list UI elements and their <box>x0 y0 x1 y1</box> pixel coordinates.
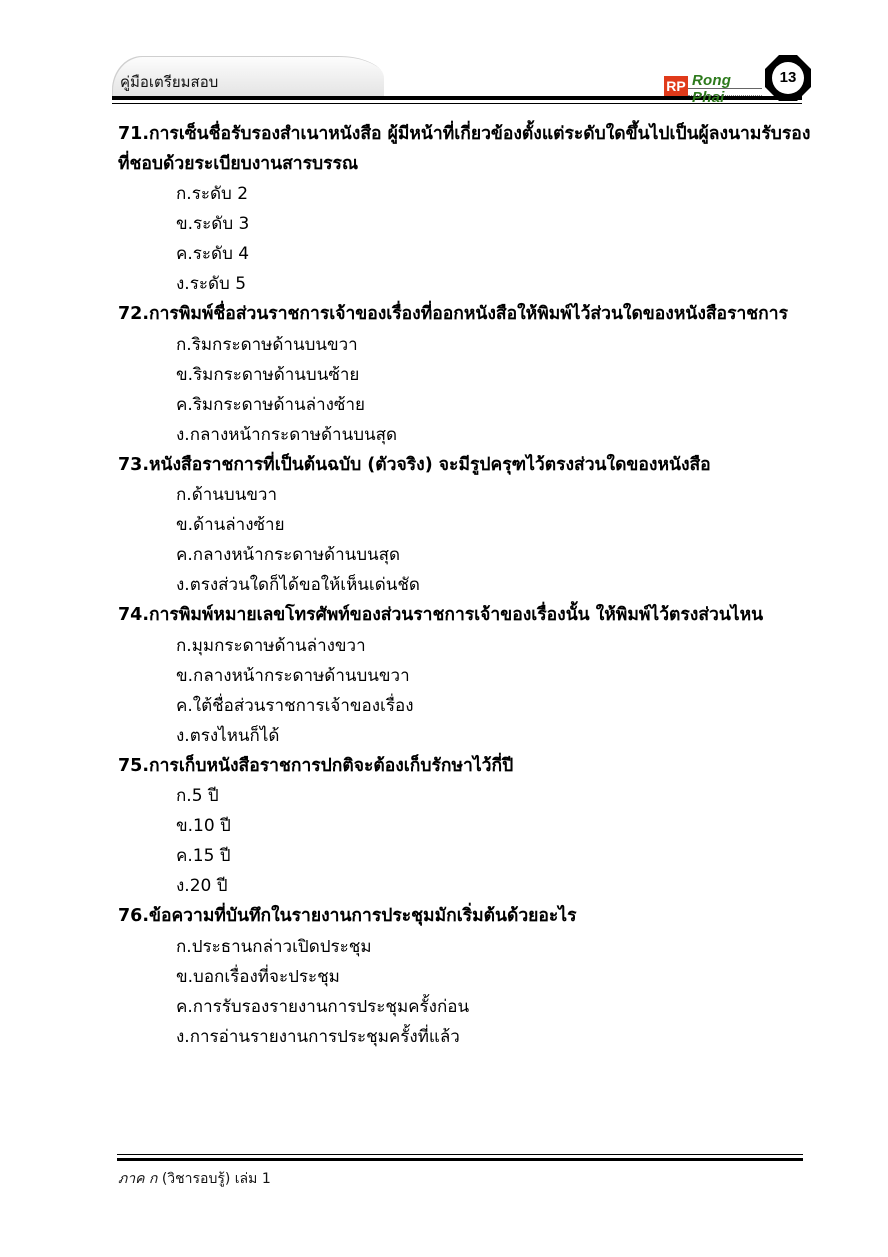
logo-mark: RP <box>664 76 688 96</box>
page-header <box>0 0 888 110</box>
option-75-c: ค.15 ปี <box>176 846 231 866</box>
question-72: 72.การพิมพ์ชื่อส่วนราชการเจ้าของเรื่องที่ออกหนังสือให้พิมพ์ไว้ส่วนใดของหนังสือราชการ <box>118 304 788 324</box>
footer-part: ภาค ก <box>118 1171 158 1187</box>
logo-text: Rong Phai <box>692 72 732 106</box>
footer-rule-thick <box>117 1158 803 1161</box>
option-72-b: ข.ริมกระดาษด้านบนซ้าย <box>176 365 360 385</box>
option-71-d: ง.ระดับ 5 <box>176 274 247 294</box>
page-number-badge <box>764 54 812 102</box>
option-76-c: ค.การรับรองรายงานการประชุมครั้งก่อน <box>176 997 470 1017</box>
question-73: 73.หนังสือราชการที่เป็นต้นฉบับ (ตัวจริง) จะมีรูปครุฑไว้ตรงส่วนใดของหนังสือ <box>118 455 711 475</box>
option-73-a: ก.ด้านบนขวา <box>176 485 278 505</box>
option-74-c: ค.ใต้ชื่อส่วนราชการเจ้าของเรื่อง <box>176 696 414 716</box>
option-73-b: ข.ด้านล่างซ้าย <box>176 515 285 535</box>
option-71-c: ค.ระดับ 4 <box>176 244 250 264</box>
option-76-d: ง.การอ่านรายงานการประชุมครั้งที่แล้ว <box>176 1027 460 1047</box>
question-71-cont: ที่ชอบด้วยระเบียบงานสารบรรณ <box>118 154 359 174</box>
option-72-d: ง.กลางหน้ากระดาษด้านบนสุด <box>176 425 398 445</box>
option-76-a: ก.ประธานกล่าวเปิดประชุม <box>176 937 372 957</box>
page-footer <box>118 1168 271 1190</box>
question-74: 74.การพิมพ์หมายเลขโทรศัพท์ของส่วนราชการเจ้าของเรื่องนั้น ให้พิมพ์ไว้ตรงส่วนไหน <box>118 605 764 625</box>
option-71-b: ข.ระดับ 3 <box>176 214 250 234</box>
option-74-d: ง.ตรงไหนก็ได้ <box>176 726 280 746</box>
question-71: 71.การเซ็นชื่อรับรองสำเนาหนังสือ ผู้มีหน้าที่เกี่ยวข้องตั้งแต่ระดับใดขึ้นไปเป็นผู้ลงนามรับรอง <box>118 124 811 144</box>
option-71-a: ก.ระดับ 2 <box>176 184 249 204</box>
footer-rule-thin <box>117 1154 803 1155</box>
option-73-c: ค.กลางหน้ากระดาษด้านบนสุด <box>176 545 401 565</box>
footer-book-info: (วิชารอบรู้) เล่ม 1 <box>161 1171 271 1187</box>
option-76-b: ข.บอกเรื่องที่จะประชุม <box>176 967 340 987</box>
logo-tagline-decoration <box>688 88 762 96</box>
question-75: 75.การเก็บหนังสือราชการปกติจะต้องเก็บรักษาไว้กี่ปี <box>118 756 514 776</box>
question-76: 76.ข้อความที่บันทึกในรายงานการประชุมมักเริ่มต้นด้วยอะไร <box>118 906 577 926</box>
option-75-d: ง.20 ปี <box>176 876 228 896</box>
option-74-a: ก.มุมกระดาษด้านล่างขวา <box>176 636 366 656</box>
page-number: 13 <box>779 69 797 86</box>
header-title: คู่มือเตรียมสอบ <box>120 73 219 91</box>
option-74-b: ข.กลางหน้ากระดาษด้านบนขวา <box>176 666 410 686</box>
option-73-d: ง.ตรงส่วนใดก็ได้ขอให้เห็นเด่นชัด <box>176 575 420 595</box>
option-75-a: ก.5 ปี <box>176 786 219 806</box>
publisher-logo <box>664 66 762 106</box>
option-72-c: ค.ริมกระดาษด้านล่างซ้าย <box>176 395 365 415</box>
option-72-a: ก.ริมกระดาษด้านบนขวา <box>176 335 358 355</box>
option-75-b: ข.10 ปี <box>176 816 231 836</box>
